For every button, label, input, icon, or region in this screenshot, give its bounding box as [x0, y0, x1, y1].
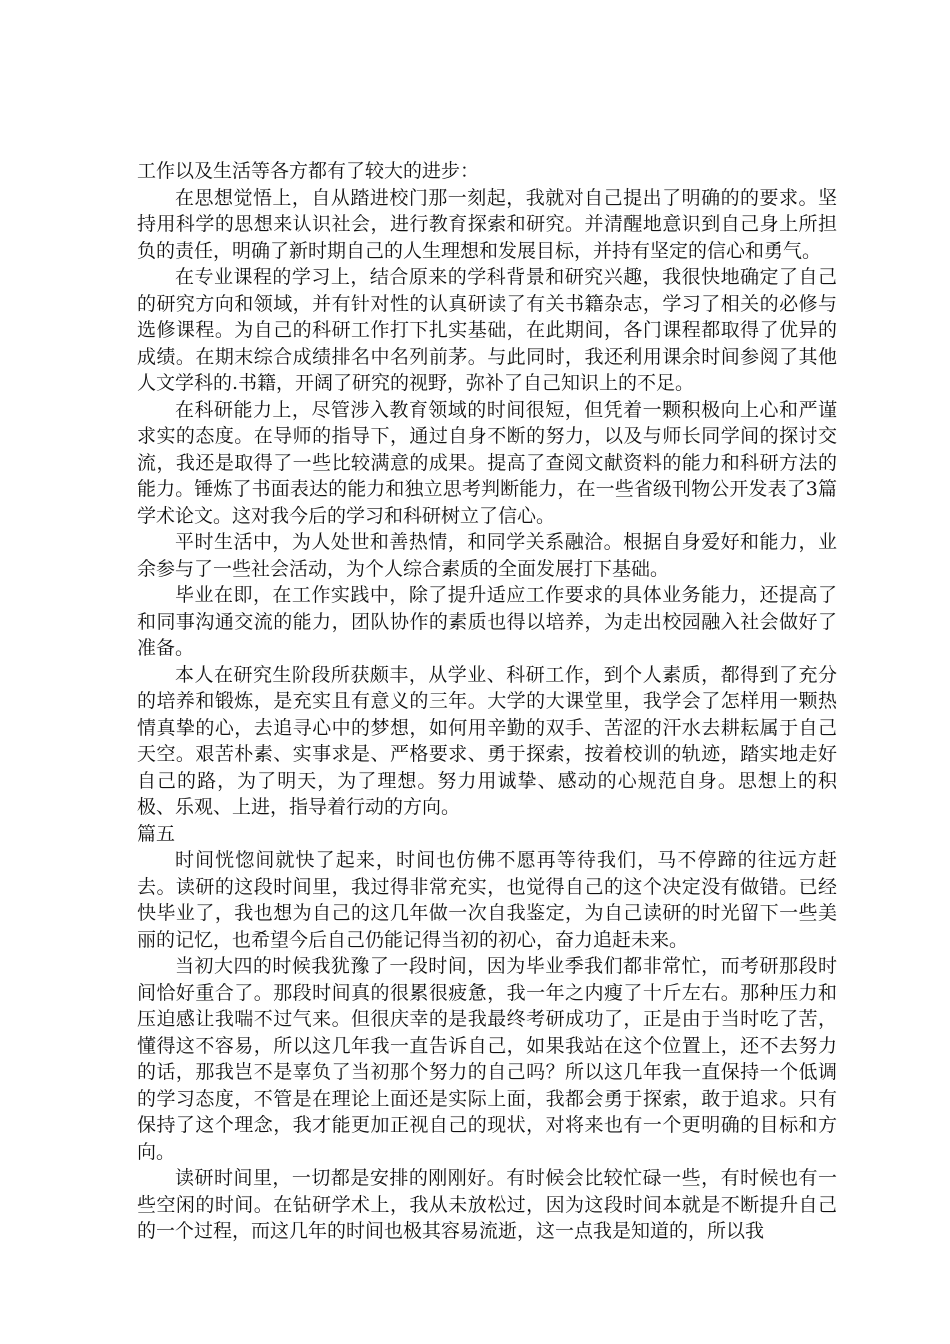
paragraph-work-practice: 毕业在即，在工作实践中，除了提升适应工作要求的具体业务能力，还提高了和同事沟通交流的能力，团队协作的素质也得以培养，为走出校园融入社会做好了准备。 [137, 584, 837, 659]
paragraph-daily-life: 平时生活中，为人处世和善热情，和同学关系融洽。根据自身爱好和能力，业余参与了一些社会活动，为个人综合素质的全面发展打下基础。 [137, 531, 837, 580]
paragraph-continuation: 工作以及生活等各方都有了较大的进步： [137, 160, 480, 182]
section-heading: 篇五 [137, 822, 176, 845]
document-body [137, 158, 837, 1245]
paragraph-ideology: 在思想觉悟上，自从踏进校门那一刻起，我就对自己提出了明确的的要求。坚持用科学的思想来认识社会，进行教育探索和研究。并清醒地意识到自己身上所担负的责任，明确了新时期自己的人生理想和发展目标，并持有坚定的信心和勇气。 [137, 186, 837, 262]
paragraph-summary: 本人在研究生阶段所获颇丰，从学业、科研工作，到个人素质，都得到了充分的培养和锻炼，是充实且有意义的三年。大学的大课堂里，我学会了怎样用一颗热情真挚的心，去追寻心中的梦想，如何用辛勤的双手、苦涩的汗水去耕耘属于自己天空。艰苦朴素、实事求是、严格要求、勇于探索，按着校训的轨迹，踏实地走好自己的路，为了明天，为了理想。努力用诚挚、感动的心规范自身。思想上的积极、乐观、上进，指导着行动的方向。 [137, 663, 837, 818]
paragraph-study-time: 读研时间里，一切都是安排的刚刚好。有时候会比较忙碌一些，有时候也有一些空闲的时间。在钻研学术上，我从未放松过，因为这段时间本就是不断提升自己的一个过程，而这几年的时间也极其容易流逝，这一点我是知道的，所以我 [137, 1167, 837, 1242]
paragraph-research: 在科研能力上，尽管涉入教育领域的时间很短，但凭着一颗积极向上心和严谨求实的态度。在导师的指导下，通过自身不断的努力，以及与师长同学间的探讨交流，我还是取得了一些比较满意的成果。提高了查阅文献资料的能力和科研方法的能力。锤炼了书面表达的能力和独立思考判断能力，在一些省级刊物公开发表了3篇学术论文。这对我今后的学习和科研树立了信心。 [137, 398, 837, 527]
paragraph-exam-prep: 当初大四的时候我犹豫了一段时间，因为毕业季我们都非常忙，而考研那段时间恰好重合了。那段时间真的很累很疲惫，我一年之内瘦了十斤左右。那种压力和压迫感让我喘不过气来。但很庆幸的是我最终考研成功了，正是由于当时吃了苦，懂得这不容易，所以这几年我一直告诉自己，如果我站在这个位置上，还不去努力的话，那我岂不是辜负了当初那个努力的自己吗？所以这几年我一直保持一个低调的学习态度，不管是在理论上面还是实际上面，我都会勇于探索，敢于追求。只有保持了这个理念，我才能更加正视自己的现状，对将来也有一个更明确的目标和方向。 [137, 955, 837, 1163]
paragraph-time-passing: 时间恍惚间就快了起来，时间也仿佛不愿再等待我们，马不停蹄的往远方赶去。读研的这段时间里，我过得非常充实，也觉得自己的这个决定没有做错。已经快毕业了，我也想为自己的这几年做一次自我鉴定，为自己读研的时光留下一些美丽的记忆，也希望今后自己仍能记得当初的初心，奋力追赶未来。 [137, 849, 837, 951]
paragraph-coursework: 在专业课程的学习上，结合原来的学科背景和研究兴趣，我很快地确定了自己的研究方向和领域，并有针对性的认真研读了有关书籍杂志，学习了相关的必修与选修课程。为自己的科研工作打下扎实基础，在此期间，各门课程都取得了优异的成绩。在期末综合成绩排名中名列前茅。与此同时，我还利用课余时间参阅了其他人文学科的.书籍，开阔了研究的视野，弥补了自己知识上的不足。 [137, 266, 837, 394]
